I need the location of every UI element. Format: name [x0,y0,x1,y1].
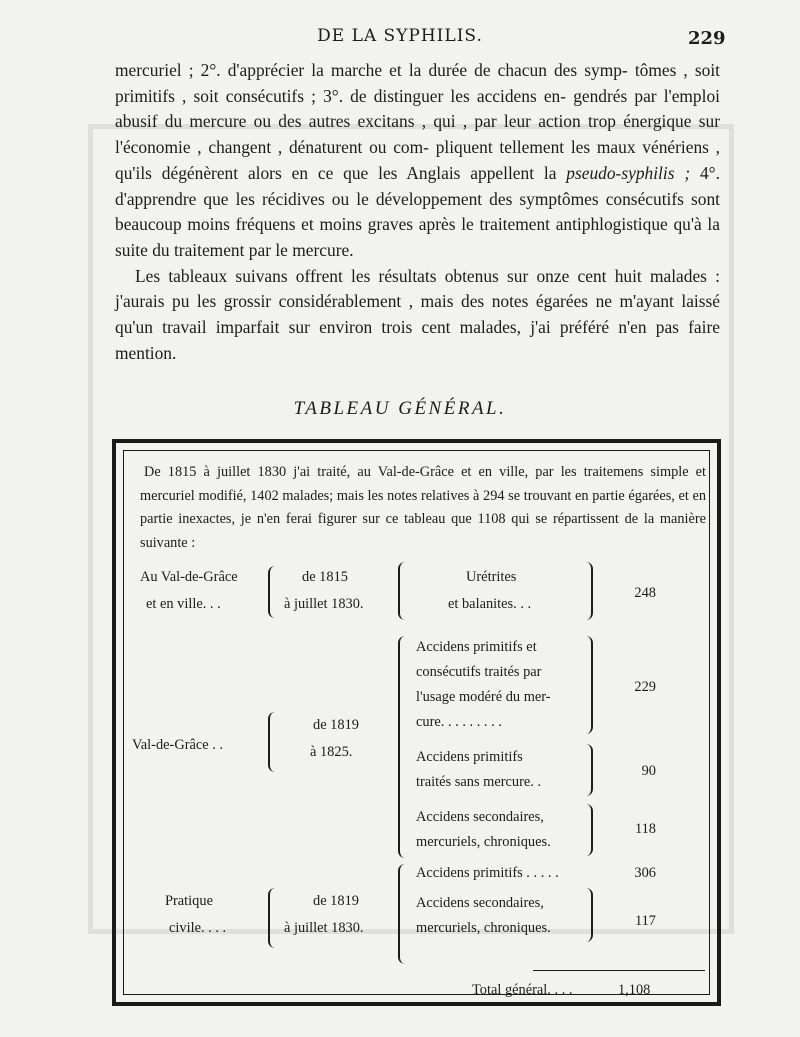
diagnosis-label: Urétrites [466,569,517,585]
brace [268,566,275,618]
diagnosis-label: traités sans mercure. . [416,774,542,790]
paragraph-2 [115,264,720,367]
body-text [115,58,720,366]
total-label: Total général. . . . [472,982,573,998]
text-line: leur action trop énergique sur l'économie , changent , dénaturent ou com- [115,111,720,158]
text-line: malades : j'aurais pu les grossir considérablement , mais des notes égarées [115,265,720,312]
place-label: Pratique [165,893,213,909]
running-head: DE LA SYPHILIS. [317,26,483,46]
diagnosis-label: Accidens primitifs [416,749,523,765]
case-count: 117 [634,913,656,929]
text-line: gendrés par l'emploi abusif du mercure ou des autres excitans , qui , par [115,85,720,132]
case-count: 248 [634,585,656,601]
case-count: 306 [634,865,656,881]
brace [586,744,593,796]
text-line: ne m'ayant laissé qu'un travail imparfait sur environ trois cent malades, [115,291,720,338]
case-count: 118 [634,821,656,837]
text-line: 4°. d'apprendre que les récidives [115,162,720,209]
case-count: 90 [641,763,656,779]
case-count: 229 [634,679,656,695]
period-label: de 1819 [313,717,359,733]
diagnosis-label: Accidens primitifs et [416,639,537,655]
intro-line: simple et mercuriel modifié, 1402 malades; mais les notes relatives à 294 se [140,464,707,504]
text-line: les Anglais appellent la [378,162,567,183]
italic-term: pseudo-syphilis ; [566,162,691,183]
period-label: de 1819 [313,893,359,909]
text-line: j'ai préféré n'en pas faire mention. [115,317,720,363]
diagnosis-label: mercuriels, chroniques. [416,834,551,850]
diagnosis-label: cure. . . . . . . . . [416,714,502,730]
place-label: Au Val-de-Grâce [140,569,238,585]
intro-line: tableau que 1108 qui se répartissent de la manière suivante : [140,511,706,552]
brace [586,804,593,856]
place-label: et en ville. . . [146,596,221,612]
period-label: à 1825. [310,744,353,760]
brace [586,888,593,942]
brace [398,636,405,858]
brace [268,888,275,948]
period-label: à juillet 1830. [284,920,364,936]
place-label: Val-de-Grâce . . [132,737,224,753]
brace [586,636,593,734]
place-label: civile. . . . [169,920,227,936]
text-line: fréquens et moins graves après le traitement antiphlogistique qu'à la suite [115,214,720,260]
section-title: TABLEAU GÉNÉRAL. [293,398,507,419]
diagnosis-label: et balanites. . . [448,596,532,612]
total-rule [533,970,705,971]
text-line: mercuriel ; 2°. d'apprécier la marche et la durée de chacun des symp- [115,60,628,80]
total-value: 1,108 [618,982,651,998]
diagnosis-label: Accidens secondaires, [416,895,544,911]
table-intro [140,461,706,556]
text-line: Les tableaux suivans offrent les résultats obtenus sur onze cent huit [135,265,642,286]
diagnosis-label: l'usage modéré du mer- [416,689,551,705]
period-label: de 1815 [302,569,348,585]
diagnosis-label: Accidens secondaires, [416,809,544,825]
brace [398,864,405,964]
diagnosis-label: Accidens primitifs . . . . . [416,865,559,881]
paragraph-1 [115,58,720,264]
text-line: tômes , soit primitifs , soit consécutifs ; 3°. de distinguer les accidens en- [115,60,720,106]
brace [268,712,275,772]
text-line: ou le développement des symptômes consécutifs sont beaucoup moins [115,188,720,235]
brace [586,562,593,620]
text-line: pliquent tellement les maux vénériens , qu'ils dégénèrent alors en ce que [115,137,720,183]
intro-line: De 1815 à juillet 1830 j'ai traité, au Val-de-Grâce et en ville, par les traitemens [144,464,644,480]
text-line: du traitement par le mercure. [152,239,354,260]
diagnosis-label: consécutifs traités par [416,664,542,680]
period-label: à juillet 1830. [284,596,364,612]
intro-line: trouvant en partie égarées, et en partie inexactes, je n'en ferai figurer sur ce [140,487,707,528]
page-number: 229 [688,28,726,49]
brace [398,562,405,620]
diagnosis-label: mercuriels, chroniques. [416,920,551,936]
